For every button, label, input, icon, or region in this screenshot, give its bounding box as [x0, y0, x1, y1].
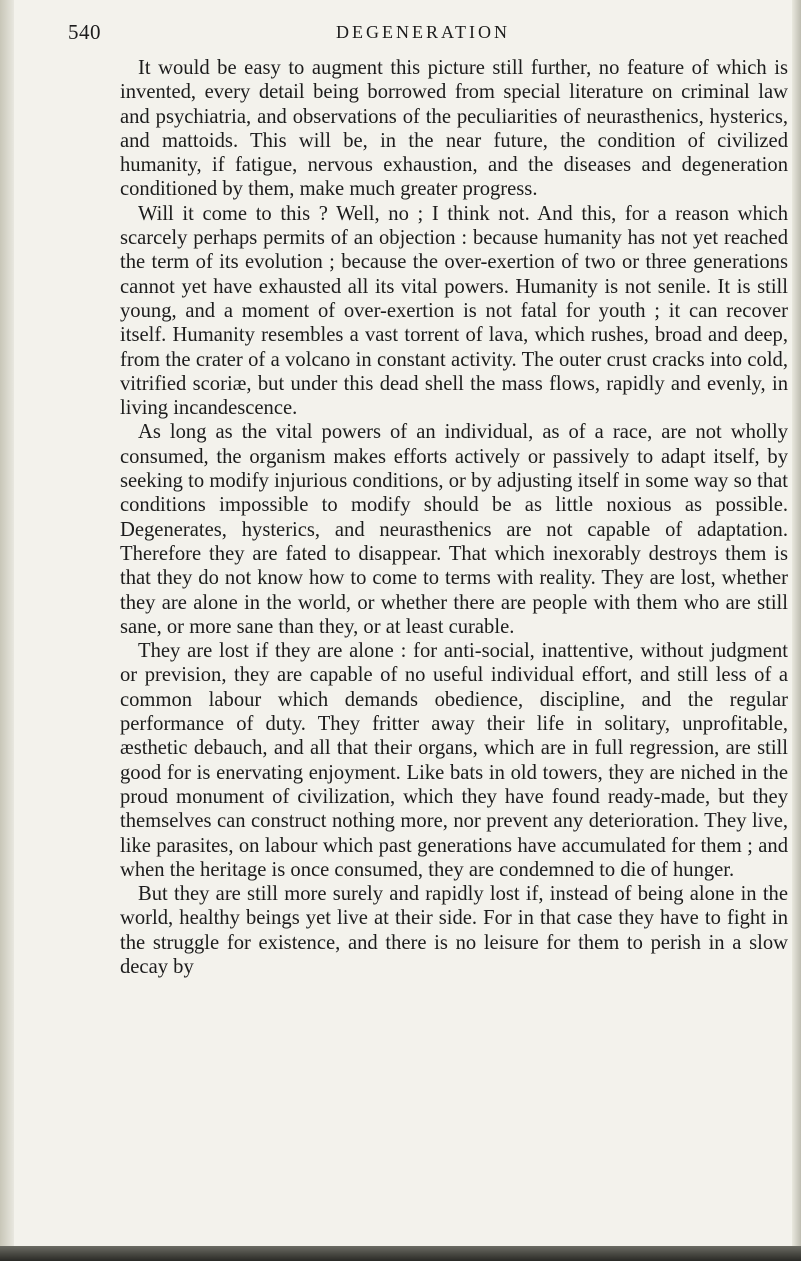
paragraph: It would be easy to augment this picture still further, no feature of which is invented, every detail being borrowed from special literature on criminal law and psychiatria, and observations of the peculiarities of neurasthenics, hysterics, and mattoids. This will be, in the near future, the condition of civilized humanity, if fatigue, nervous exhaustion, and the diseases and degeneration conditioned by them, make much greater progress. [120, 57, 788, 201]
page-header [0, 20, 792, 50]
paragraph: As long as the vital powers of an individual, as of a race, are not wholly consumed, the organism makes efforts actively or passively to adapt itself, by seeking to modify injurious conditions, or by adjusting itself in some way so that conditions impossible to modify should be as little noxious as possible. Degenerates, hysterics, and neurasthenics are not capable of adaptation. Therefore they are fated to disappear. That which inexorably destroys them is that they do not know how to come to terms with reality. They are lost, whether they are alone in the world, or whether there are people with them who are still sane, or more sane than they, or at least curable. [120, 421, 788, 638]
running-title: DEGENERATION [336, 22, 510, 42]
page-edge-bottom [0, 1246, 801, 1261]
page-number: 540 [68, 20, 101, 44]
page-edge-right [792, 0, 801, 1261]
paragraph: They are lost if they are alone : for anti-social, inattentive, without judgment or prevision, they are capable of no useful individual effort, and still less of a common labour which demands obedience, discipline, and the regular performance of duty. They fritter away their life in solitary, unprofitable, æsthetic debauch, and all that their organs, which are in full regression, are still good for is enervating enjoyment. Like bats in old towers, they are niched in the proud monument of civilization, which they have found ready-made, but they themselves can construct nothing more, nor prevent any deterioration. They live, like parasites, on labour which past generations have accumulated for them ; and when the heritage is once consumed, they are condemned to die of hunger. [120, 640, 788, 881]
page-gutter [0, 0, 14, 1246]
paragraph: Will it come to this ? Well, no ; I think not. And this, for a reason which scarcely perhaps permits of an objection : because humanity has not yet reached the term of its evolution ; because the over-exertion of two or three generations cannot yet have exhausted all its vital powers. Humanity is not senile. It is still young, and a moment of over-exertion is not fatal for youth ; it can recover itself. Humanity resembles a vast torrent of lava, which rushes, broad and deep, from the crater of a volcano in constant activity. The outer crust cracks into cold, vitrified scoriæ, but under this dead shell the mass flows, rapidly and evenly, in living incandescence. [120, 202, 788, 420]
body-text [120, 56, 788, 979]
paragraph: But they are still more surely and rapidly lost if, instead of being alone in the world, healthy beings yet live at their side. For in that case they have to fight in the struggle for existence, and there is no leisure for them to perish in a slow decay by [120, 883, 788, 978]
